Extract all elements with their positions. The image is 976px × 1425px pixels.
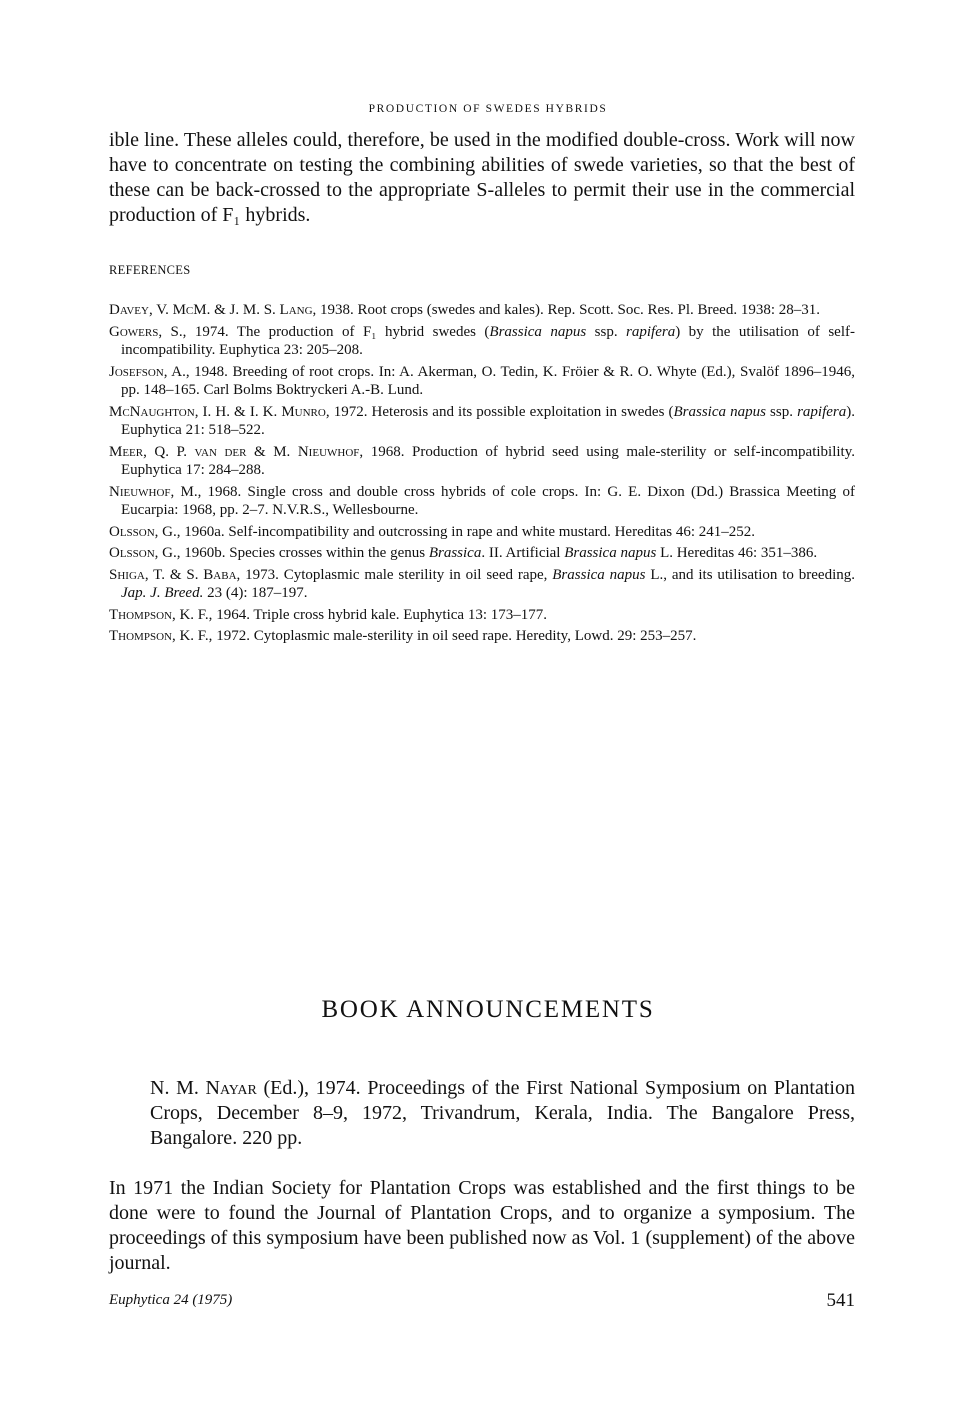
reference-item — [109, 403, 855, 440]
reference-italic: Brassica napus — [673, 403, 766, 420]
book-author: N. M. Nayar — [150, 1077, 257, 1099]
reference-author: Gowers, S., — [109, 323, 187, 340]
reference-text: 1938. Root crops (swedes and kales). Rep. Scott. Soc. Res. Pl. Breed. 1938: 28–31. — [316, 302, 820, 318]
reference-author: Olsson, G., — [109, 523, 181, 540]
reference-text: 1968. Production of hybrid seed using male-sterility or self-incompatibility. Euphytica 17: 284–288. — [121, 443, 855, 478]
journal-citation: Euphytica 24 (1975) — [109, 1292, 233, 1308]
reference-text: . II. Artificial — [481, 545, 565, 561]
announcement-paragraph: In 1971 the Indian Society for Plantation Crops was established and the first things to be done were to found the Journal of Plantation Crops, and to organize a symposium. The proceedings of this symposium have been published now as Vol. 1 (supplement) of the above journal. — [109, 1177, 855, 1274]
reference-text: ssp. — [586, 323, 627, 340]
reference-text: 1964. Triple cross hybrid kale. Euphytica 13: 173–177. — [212, 606, 547, 623]
references-list — [109, 301, 855, 649]
reference-author: Josefson, A., — [109, 363, 190, 380]
reference-text: 1960b. Species crosses within the genus — [180, 545, 429, 561]
reference-author: Nieuwhof, M., — [109, 483, 202, 500]
running-head: PRODUCTION OF SWEDES HYBRIDS — [368, 103, 608, 115]
reference-italic: Jap. J. Breed. — [121, 585, 204, 601]
reference-text: 23 (4): 187–197. — [203, 585, 308, 601]
reference-item — [109, 323, 855, 360]
body-paragraph: ible line. These alleles could, therefore, be used in the modified double-cross. Work will now have to concentrate on testing the combining abilities of swede varieties, so that the best of these can be back-crossed to the appropriate S-alleles to permit their use in the commercial production of F₁ hybrids. — [109, 129, 855, 226]
reference-author: Thompson, K. F., — [109, 606, 213, 623]
reference-author: Olsson, G., — [109, 545, 181, 561]
reference-item — [109, 606, 855, 625]
reference-text: 1972. Cytoplasmic male-sterility in oil seed rape. Heredity, Lowd. 29: 253–257. — [212, 628, 697, 644]
reference-author: Thompson, K. F., — [109, 628, 213, 644]
reference-italic: Brassica napus — [552, 566, 646, 583]
reference-item — [109, 443, 855, 480]
reference-item — [109, 566, 855, 603]
reference-text: 1960a. Self-incompatibility and outcrossing in rape and white mustard. Hereditas 46: 241–252. — [180, 523, 755, 540]
reference-text: L. Hereditas 46: 351–386. — [656, 545, 818, 561]
reference-author: Shiga, T. & S. Baba, — [109, 566, 241, 583]
reference-author: McNaughton, I. H. & I. K. Munro, — [109, 403, 330, 420]
reference-author: Meer, Q. P. van der & M. Nieuwhof, — [109, 443, 364, 460]
reference-item — [109, 523, 855, 542]
reference-author: Davey, V. McM. & J. M. S. Lang, — [109, 302, 317, 318]
reference-item — [109, 363, 855, 400]
reference-italic: Brassica napus — [564, 545, 657, 561]
reference-italic: rapifera — [626, 323, 676, 340]
reference-item — [109, 483, 855, 520]
reference-item — [109, 301, 855, 320]
reference-item — [109, 544, 855, 563]
reference-text: ) by the utilisation of self-incompatibility. Euphytica 23: 205–208. — [121, 323, 855, 358]
reference-italic: Brassica — [428, 545, 482, 561]
book-entry — [150, 1076, 855, 1151]
reference-text: 1974. The production of F₁ hybrid swedes ( — [186, 323, 490, 340]
page-footer — [109, 1290, 855, 1314]
reference-text: ssp. — [765, 403, 798, 420]
reference-text: 1968. Single cross and double cross hybrids of cole crops. In: G. E. Dixon (Dd.) Brassica Meeting of Eucarpia: 1968, pp. 2–7. N.V.R.S., Wellesbourne. — [121, 483, 855, 518]
book-details: (Ed.), 1974. Proceedings of the First National Symposium on Plantation Crops, December 8–9, 1972, Trivandrum, Kerala, India. The Bangalore Press, Bangalore. 220 pp. — [150, 1077, 855, 1149]
references-heading: REFERENCES — [109, 263, 191, 277]
reference-item — [109, 627, 855, 646]
page-number: 541 — [826, 1290, 855, 1311]
reference-text: 1948. Breeding of root crops. In: A. Akerman, O. Tedin, K. Fröier & R. O. Whyte (Ed.), Svalöf 1896–1946, pp. 148–165. Carl Bolms Boktryckeri A.-B. Lund. — [121, 363, 856, 398]
reference-italic: rapifera — [797, 403, 847, 420]
reference-text: 1972. Heterosis and its possible exploitation in swedes ( — [329, 403, 674, 420]
reference-text: 1973. Cytoplasmic male sterility in oil seed rape, — [240, 566, 553, 583]
book-announcements-heading: BOOK ANNOUNCEMENTS — [321, 996, 655, 1023]
reference-text: ). Euphytica 21: 518–522. — [121, 403, 855, 438]
reference-italic: Brassica napus — [489, 323, 587, 340]
reference-text: L., and its utilisation to breeding. — [645, 566, 855, 583]
